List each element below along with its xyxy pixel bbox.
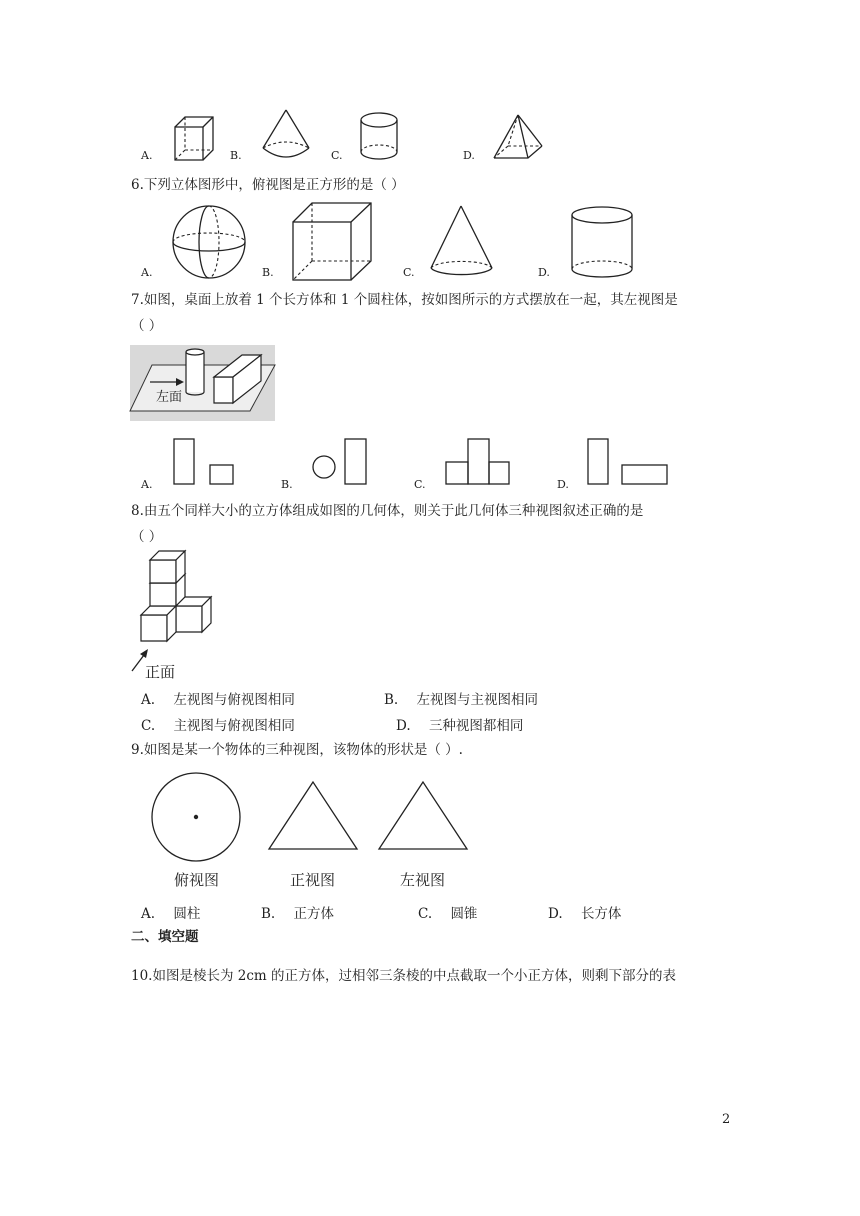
q9-option-d-text: 长方体 bbox=[580, 906, 622, 922]
q9-top-view-label: 俯视图 bbox=[174, 871, 220, 889]
q5-option-a-cuboid bbox=[170, 115, 220, 165]
q8-option-c bbox=[141, 714, 295, 734]
q7-option-c-figure bbox=[444, 438, 514, 488]
q8-option-d-letter: D. bbox=[396, 718, 411, 734]
q8-option-a bbox=[141, 688, 295, 708]
q8-option-b bbox=[384, 688, 538, 708]
q8-fig-label: 正面 bbox=[145, 663, 176, 681]
q5-option-b-cone bbox=[258, 108, 318, 163]
q7-option-a-letter: A. bbox=[141, 478, 153, 491]
page-number: 2 bbox=[722, 1112, 731, 1127]
q9-front-view-figure bbox=[267, 780, 361, 852]
q5-option-d-pyramid bbox=[490, 112, 550, 167]
q9-option-c bbox=[418, 902, 477, 922]
q7-option-b-letter: B. bbox=[281, 478, 293, 491]
q6-option-d-letter: D. bbox=[538, 266, 550, 279]
q9-left-view-label: 左视图 bbox=[400, 871, 446, 889]
q7-answer-bracket: （ ） bbox=[131, 318, 163, 334]
q8-option-b-letter: B. bbox=[384, 692, 399, 708]
q9-option-d-letter: D. bbox=[548, 906, 563, 922]
q6-option-c-letter: C. bbox=[403, 266, 415, 279]
q9-stem: 9.如图是某一个物体的三种视图，该物体的形状是（ ）. bbox=[131, 742, 463, 758]
q9-option-b-text: 正方体 bbox=[293, 906, 335, 922]
q9-top-view-figure bbox=[150, 774, 244, 864]
q5-option-d-letter: D. bbox=[463, 149, 475, 162]
section-title: 二、填空题 bbox=[131, 929, 199, 945]
q10-stem: 10.如图是棱长为 2cm 的正方体，过相邻三条棱的中点截取一个小正方体，则剩下部分的表 bbox=[131, 968, 677, 984]
q8-option-b-text: 左视图与主视图相同 bbox=[416, 692, 539, 708]
q7-fig-label: 左面 bbox=[156, 390, 183, 405]
q9-option-b bbox=[261, 902, 334, 922]
q9-option-d bbox=[548, 902, 621, 922]
q8-stem: 8.由五个同样大小的立方体组成如图的几何体，则关于此几何体三种视图叙述正确的是 bbox=[131, 503, 644, 519]
q7-option-c-letter: C. bbox=[414, 478, 426, 491]
q9-option-c-letter: C. bbox=[418, 906, 433, 922]
q5-option-c-cylinder bbox=[358, 110, 408, 165]
q9-option-a-text: 圆柱 bbox=[173, 906, 201, 922]
q9-option-b-letter: B. bbox=[261, 906, 276, 922]
q8-option-c-letter: C. bbox=[141, 718, 156, 734]
q6-option-b-cube bbox=[292, 201, 377, 283]
q8-cubes-figure bbox=[130, 553, 220, 678]
q7-option-a-figure bbox=[172, 438, 237, 488]
q6-stem: 6.下列立体图形中，俯视图是正方形的是（ ） bbox=[131, 177, 405, 193]
q5-option-a-letter: A. bbox=[141, 149, 153, 162]
q9-option-a-letter: A. bbox=[141, 906, 156, 922]
q6-option-b-letter: B. bbox=[262, 266, 274, 279]
q9-front-view-label: 正视图 bbox=[290, 871, 336, 889]
q9-left-view-figure bbox=[377, 780, 471, 852]
q8-option-a-text: 左视图与俯视图相同 bbox=[173, 692, 295, 708]
q7-option-d-letter: D. bbox=[557, 478, 569, 491]
q8-answer-bracket: （ ） bbox=[131, 529, 163, 545]
q7-stem: 7.如图，桌面上放着 1 个长方体和 1 个圆柱体，按如图所示的方式摆放在一起，其左视图是 bbox=[131, 292, 678, 308]
q6-option-a-letter: A. bbox=[141, 266, 153, 279]
q8-option-a-letter: A. bbox=[141, 692, 156, 708]
q8-option-d bbox=[396, 714, 523, 734]
q6-option-d-cylinder bbox=[570, 205, 636, 281]
q9-option-a bbox=[141, 902, 200, 922]
q8-option-d-text: 三种视图都相同 bbox=[428, 718, 524, 734]
q7-desk-figure bbox=[130, 345, 280, 425]
q6-option-a-sphere bbox=[172, 205, 252, 281]
q7-option-d-figure bbox=[586, 438, 676, 488]
q9-option-c-text: 圆锥 bbox=[450, 906, 478, 922]
q5-option-b-letter: B. bbox=[230, 149, 242, 162]
q6-option-c-cone bbox=[428, 204, 498, 280]
q5-option-c-letter: C. bbox=[331, 149, 343, 162]
q7-option-b-figure bbox=[311, 438, 371, 488]
q8-option-c-text: 主视图与俯视图相同 bbox=[173, 718, 295, 734]
